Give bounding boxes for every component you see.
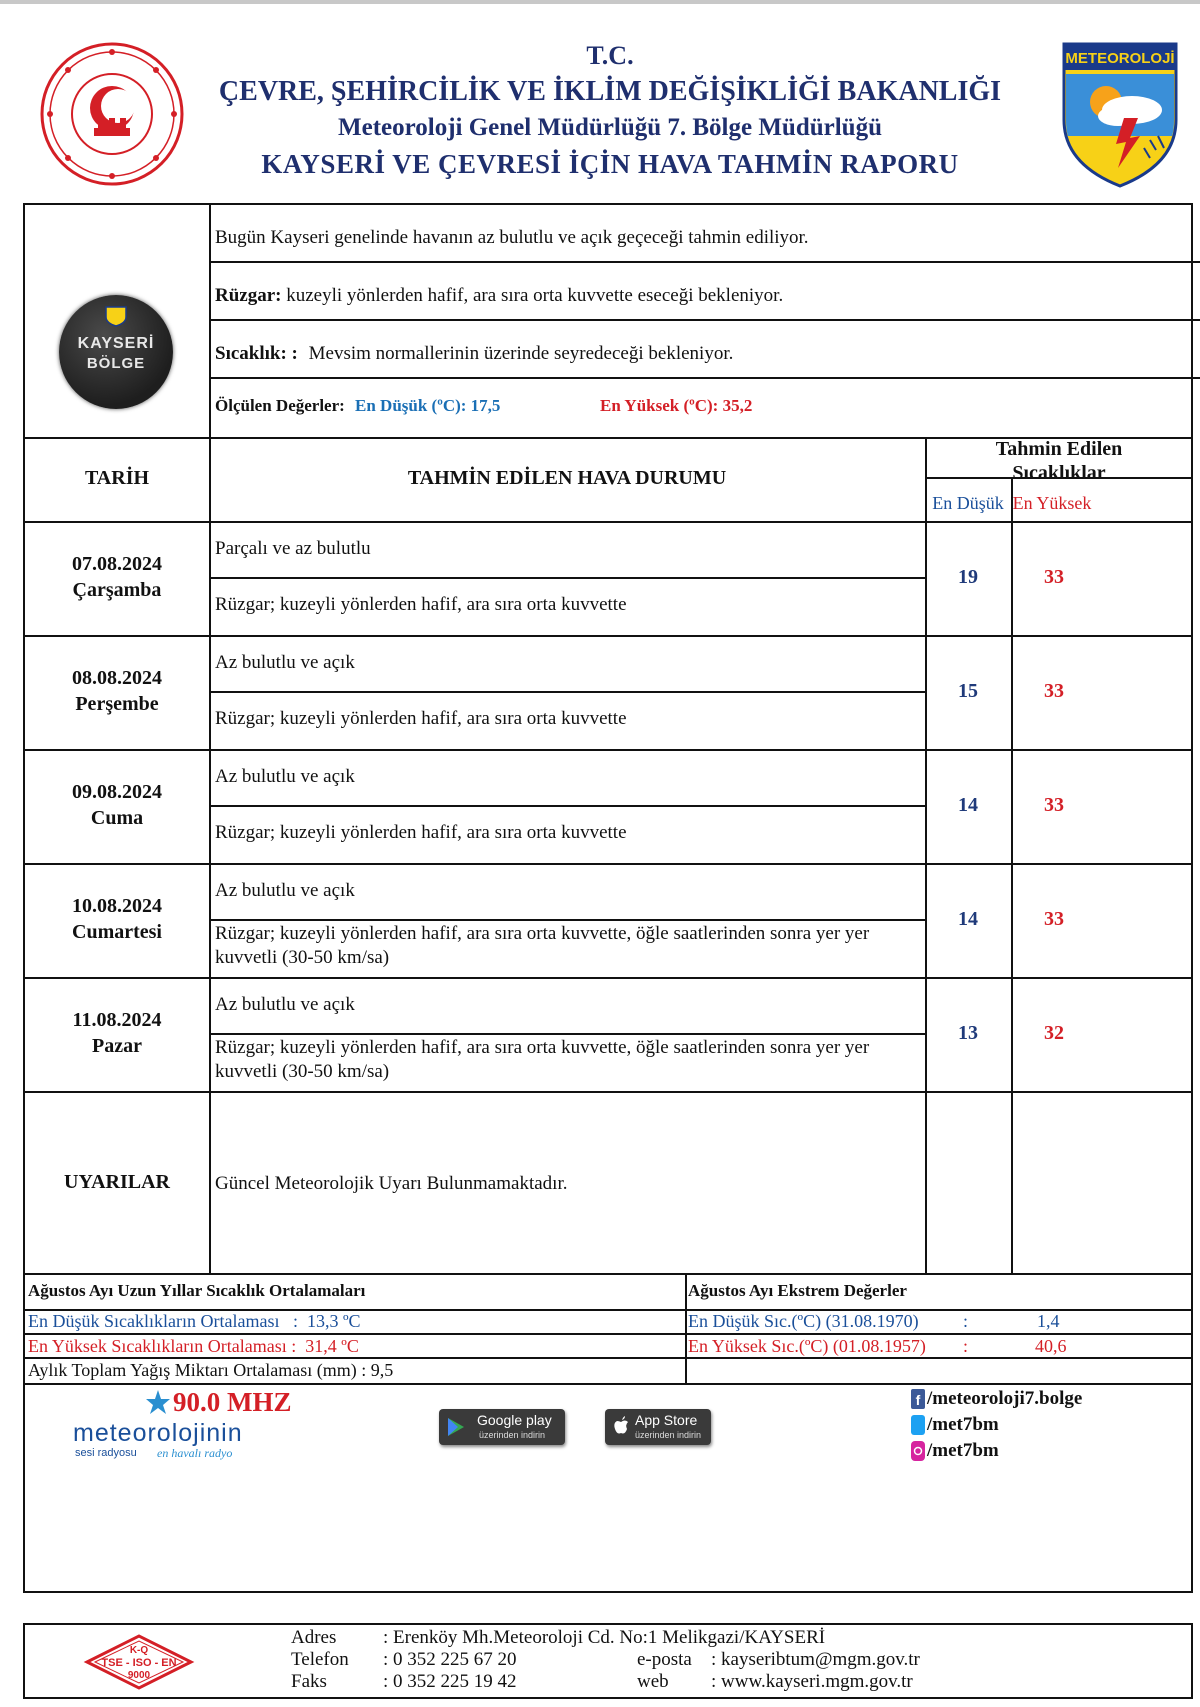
day-weather: Az bulutlu ve açık <box>215 994 355 1015</box>
header-high: En Yüksek <box>1012 493 1092 513</box>
tse-iso-badge-icon <box>81 1633 197 1691</box>
warnings-label: UYARILAR <box>64 1171 170 1193</box>
column-divider-low <box>1011 477 1013 1273</box>
day-date: 08.08.2024 <box>72 667 162 689</box>
row-line <box>25 1091 1193 1093</box>
address-label: Adres <box>291 1627 337 1648</box>
badge-kq: K-Q <box>129 1645 149 1656</box>
google-play-label: Google play <box>477 1412 552 1428</box>
email-label: e-posta <box>637 1649 692 1670</box>
day-name: Perşembe <box>75 693 159 715</box>
wind-label: Rüzgar: <box>215 285 282 306</box>
radio-name: meteorolojinin <box>73 1419 243 1447</box>
row-line <box>25 635 1193 637</box>
day-temp-high: 33 <box>1044 794 1064 816</box>
day-wind: Rüzgar; kuzeyli yönlerden hafif, ara sıra orta kuvvette <box>215 708 627 729</box>
row-line <box>209 319 1200 321</box>
app-store-label: App Store <box>635 1412 698 1428</box>
day-wind: Rüzgar; kuzeyli yönlerden hafif, ara sıra orta kuvvette <box>215 822 627 843</box>
apple-icon <box>613 1416 629 1436</box>
day-name: Cuma <box>90 807 144 829</box>
star-icon <box>145 1389 171 1415</box>
phone-label: Telefon <box>291 1649 349 1670</box>
day-weather: Az bulutlu ve açık <box>215 766 355 787</box>
day-weather: Parçalı ve az bulutlu <box>215 538 371 559</box>
instagram-icon <box>911 1441 925 1461</box>
row-line <box>25 1357 1193 1359</box>
day-date: 07.08.2024 <box>72 553 162 575</box>
day-temp-high: 33 <box>1044 908 1064 930</box>
day-date: 10.08.2024 <box>72 895 162 917</box>
forecast-report-table <box>23 203 1193 1593</box>
row-line <box>25 521 1193 523</box>
row-line <box>209 261 1200 263</box>
extreme-high-value: 40,6 <box>1035 1336 1067 1356</box>
measured-low: En Düşük (ºC): 17,5 <box>355 396 501 415</box>
facebook-link[interactable]: /meteoroloji7.bolge <box>927 1388 1083 1409</box>
ministry-seal-icon <box>38 40 186 188</box>
kayseri-bolge-logo <box>59 295 173 409</box>
row-line <box>209 1033 925 1035</box>
average-rain: Aylık Toplam Yağış Miktarı Ortalaması (mm) : 9,5 <box>28 1360 394 1380</box>
day-temp-low: 15 <box>958 680 978 702</box>
extreme-low-label: En Düşük Sıc.(ºC) (31.08.1970) <box>688 1311 919 1331</box>
header-low: En Düşük <box>932 493 1004 513</box>
day-temp-high: 33 <box>1044 566 1064 588</box>
day-date: 09.08.2024 <box>72 781 162 803</box>
header-temps-line1: Tahmin Edilen <box>995 438 1123 460</box>
google-play-sub: üzerinden indirin <box>479 1430 546 1440</box>
phone-value: : 0 352 225 67 20 <box>383 1649 517 1670</box>
day-temp-low: 14 <box>958 794 978 816</box>
app-store-button[interactable] <box>605 1409 711 1445</box>
day-temp-high: 32 <box>1044 1022 1064 1044</box>
instagram-link[interactable]: /met7bm <box>927 1440 999 1461</box>
extreme-low-sep: : <box>963 1311 969 1331</box>
row-line <box>209 919 925 921</box>
column-divider-date <box>209 205 211 1273</box>
day-temp-low: 19 <box>958 566 978 588</box>
row-line <box>209 805 925 807</box>
shield-mini-icon <box>104 305 128 327</box>
day-name: Çarşamba <box>72 579 162 601</box>
header-directorate: Meteoroloji Genel Müdürlüğü 7. Bölge Müdürlüğü <box>338 114 882 141</box>
radio-slogan: en havalı radyo <box>157 1446 233 1460</box>
web-value[interactable]: : www.kayseri.mgm.gov.tr <box>711 1671 913 1692</box>
radio-sub: sesi radyosu <box>75 1447 137 1459</box>
contact-footer <box>23 1623 1193 1699</box>
radio-frequency: 90.0 MHZ <box>173 1387 292 1417</box>
badge-9000: 9000 <box>127 1670 151 1681</box>
day-name: Cumartesi <box>72 921 162 943</box>
row-line <box>25 1273 1193 1275</box>
day-temp-low: 13 <box>958 1022 978 1044</box>
logo-bolge-text: BÖLGE <box>86 355 146 372</box>
top-border <box>0 0 1200 4</box>
extreme-high-sep: : <box>963 1336 969 1356</box>
email-value[interactable]: : kayseribtum@mgm.gov.tr <box>711 1649 920 1670</box>
facebook-icon <box>911 1389 925 1409</box>
day-wind: Rüzgar; kuzeyli yönlerden hafif, ara sıra orta kuvvette <box>215 594 627 615</box>
averages-title: Ağustos Ayı Uzun Yıllar Sıcaklık Ortalamaları <box>28 1281 366 1300</box>
warnings-text: Güncel Meteorolojik Uyarı Bulunmamaktadır. <box>215 1173 568 1194</box>
day-temp-high: 33 <box>1044 680 1064 702</box>
day-wind-cont: kuvvetli (30-50 km/sa) <box>215 947 390 968</box>
row-line <box>209 377 1200 379</box>
row-line <box>209 577 925 579</box>
column-divider-weather <box>925 437 927 1273</box>
shield-title-text: METEOROLOJİ <box>1065 50 1175 67</box>
day-wind: Rüzgar; kuzeyli yönlerden hafif, ara sıra orta kuvvette, öğle saatlerinden sonra yer yer <box>215 923 870 944</box>
header-line-1: T.C. <box>586 41 634 70</box>
column-divider-extremes <box>685 1273 687 1383</box>
badge-tse: TSE - ISO - EN <box>101 1657 177 1669</box>
temperature-label: Sıcaklık: : <box>215 343 298 364</box>
play-store-icon <box>447 1417 465 1437</box>
twitter-link[interactable]: /met7bm <box>927 1414 999 1435</box>
header-report-title: KAYSERİ VE ÇEVRESİ İÇİN HAVA TAHMİN RAPORU <box>261 149 959 179</box>
twitter-icon <box>911 1415 925 1435</box>
fax-value: : 0 352 225 19 42 <box>383 1671 517 1692</box>
row-line <box>25 1333 1193 1335</box>
average-low: En Düşük Sıcaklıkların Ortalaması : 13,3 ºC <box>28 1311 361 1331</box>
measured-high: En Yüksek (ºC): 35,2 <box>600 396 753 415</box>
web-label: web <box>637 1671 669 1692</box>
header-date: TARİH <box>84 467 150 489</box>
logo-kayseri-text: KAYSERİ <box>77 335 155 352</box>
day-weather: Az bulutlu ve açık <box>215 652 355 673</box>
row-line <box>25 749 1193 751</box>
day-weather: Az bulutlu ve açık <box>215 880 355 901</box>
svg-text:f: f <box>915 1392 921 1408</box>
address-value: : Erenköy Mh.Meteoroloji Cd. No:1 Melikgazi/KAYSERİ <box>383 1627 826 1648</box>
extreme-low-value: 1,4 <box>1037 1311 1060 1331</box>
wind-summary: kuzeyli yönlerden hafif, ara sıra orta kuvvette eseceği bekleniyor. <box>286 285 784 306</box>
temperature-summary: Mevsim normallerinin üzerinde seyredeceği bekleniyor. <box>308 343 734 364</box>
day-wind: Rüzgar; kuzeyli yönlerden hafif, ara sıra orta kuvvette, öğle saatlerinden sonra yer yer <box>215 1037 870 1058</box>
app-store-sub: üzerinden indirin <box>635 1430 702 1440</box>
day-wind-cont: kuvvetli (30-50 km/sa) <box>215 1061 390 1082</box>
meteoroloji-shield-icon <box>1060 40 1180 190</box>
day-name: Pazar <box>92 1035 142 1057</box>
social-links <box>911 1385 1191 1465</box>
measured-label: Ölçülen Değerler: <box>215 396 345 415</box>
radio-logo <box>65 1385 325 1463</box>
extreme-high-label: En Yüksek Sıc.(ºC) (01.08.1957) <box>688 1336 926 1356</box>
row-line <box>25 863 1193 865</box>
day-date: 11.08.2024 <box>72 1009 162 1031</box>
general-forecast: Bugün Kayseri genelinde havanın az bulutlu ve açık geçeceği tahmin ediliyor. <box>215 227 809 248</box>
google-play-button[interactable] <box>439 1409 565 1445</box>
fax-label: Faks <box>291 1671 327 1692</box>
row-line <box>209 691 925 693</box>
header-temps-line2: Sıcaklıklar <box>1012 462 1106 484</box>
average-high: En Yüksek Sıcaklıkların Ortalaması : 31,4 ºC <box>28 1336 359 1356</box>
header-weather: TAHMİN EDİLEN HAVA DURUMU <box>407 467 727 489</box>
extremes-title: Ağustos Ayı Ekstrem Değerler <box>688 1281 907 1300</box>
row-line <box>25 977 1193 979</box>
day-temp-low: 14 <box>958 908 978 930</box>
report-header <box>0 30 1200 190</box>
header-ministry: ÇEVRE, ŞEHİRCİLİK VE İKLİM DEĞİŞİKLİĞİ BAKANLIĞI <box>218 76 1002 107</box>
